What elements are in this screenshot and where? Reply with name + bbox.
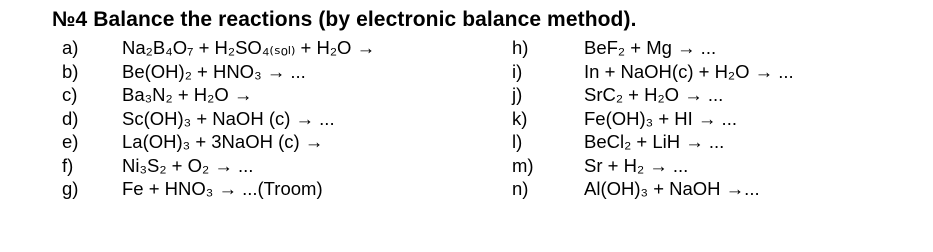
reaction-equation: Sr + H₂ → ... bbox=[584, 154, 689, 176]
reaction-equation: BeCl₂ + LiH → ... bbox=[584, 131, 725, 152]
item-label: m) bbox=[512, 154, 534, 176]
item-label: g) bbox=[62, 178, 79, 199]
item-label: c) bbox=[62, 84, 78, 105]
item-label: d) bbox=[62, 107, 79, 129]
reaction-equation: La(OH)₃ + 3NaOH (c) → bbox=[122, 131, 324, 152]
reaction-equation: Fe + HNO₃ → ...(Troom) bbox=[122, 178, 323, 199]
reaction-equation: Sc(OH)₃ + NaOH (c) → ... bbox=[122, 107, 335, 129]
reaction-equation: Be(OH)₂ + HNO₃ → ... bbox=[122, 60, 306, 82]
item-label: l) bbox=[512, 131, 523, 152]
reaction-equation: Fe(OH)₃ + HI → ... bbox=[584, 107, 737, 129]
task-title: №4 Balance the reactions (by electronic balance method). bbox=[52, 8, 637, 31]
item-label: h) bbox=[512, 37, 529, 58]
reaction-equation: Ba₃N₂ + H₂O → bbox=[122, 84, 253, 105]
item-label: j) bbox=[512, 84, 523, 105]
reaction-equation: In + NaOH(c) + H₂O → ... bbox=[584, 60, 794, 82]
reaction-equation: Al(OH)₃ + NaOH →... bbox=[584, 178, 760, 199]
item-label: k) bbox=[512, 107, 528, 129]
item-label: b) bbox=[62, 60, 79, 82]
item-label: a) bbox=[62, 37, 79, 58]
reaction-equation: BeF₂ + Mg → ... bbox=[584, 37, 717, 58]
item-label: e) bbox=[62, 131, 79, 152]
reaction-equation: Na₂B₄O₇ + H₂SO₄₍ₛₒₗ₎ + H₂O → bbox=[122, 37, 376, 58]
item-label: i) bbox=[512, 60, 523, 82]
reaction-equation: Ni₃S₂ + O₂ → ... bbox=[122, 154, 254, 176]
item-label: n) bbox=[512, 178, 529, 199]
item-label: f) bbox=[62, 154, 74, 176]
reaction-equation: SrC₂ + H₂O → ... bbox=[584, 84, 724, 105]
